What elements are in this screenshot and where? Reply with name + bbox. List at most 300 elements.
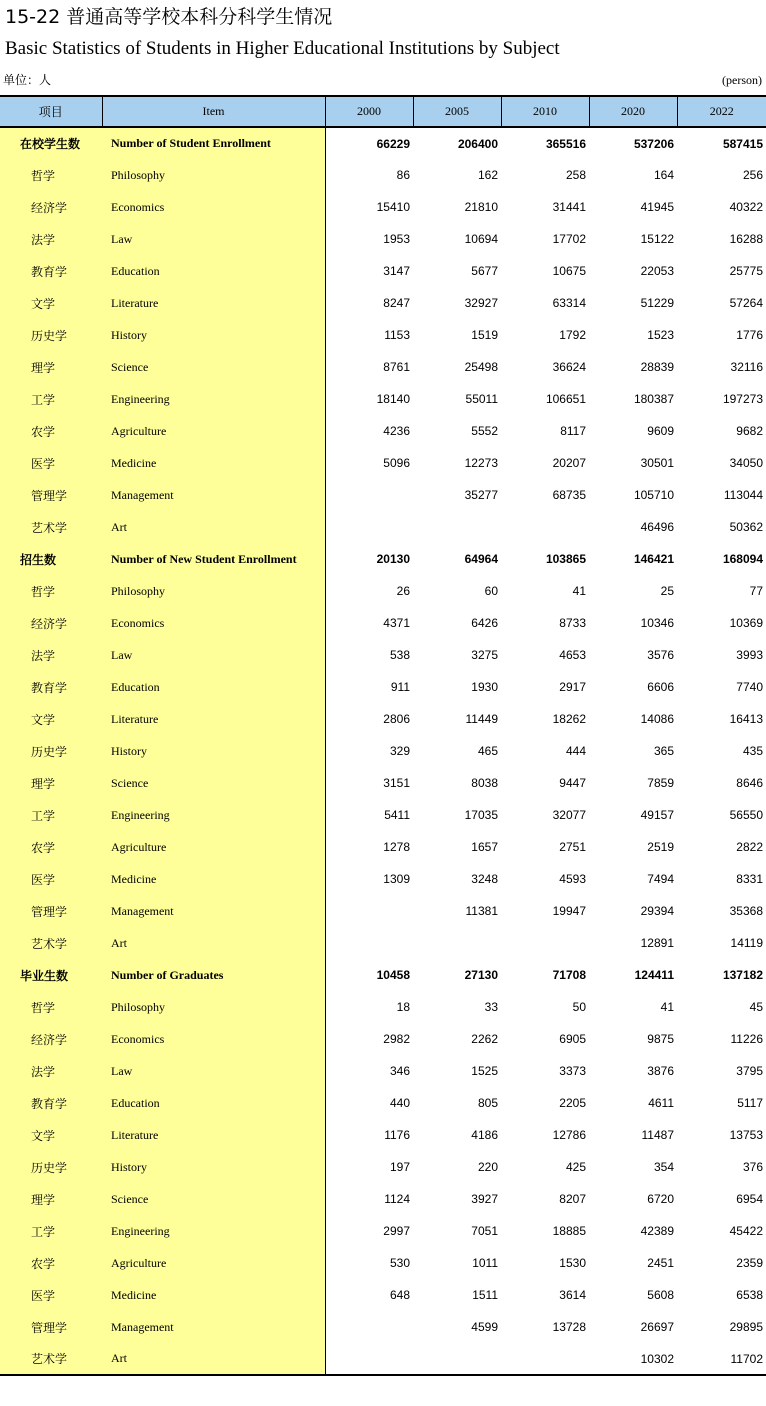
row-label-chinese: 经济学 <box>0 607 102 639</box>
value-cell-2010: 1792 <box>559 328 586 342</box>
table-row <box>0 1215 766 1247</box>
table-row <box>0 927 766 959</box>
value-cell-2010: 4653 <box>559 648 586 662</box>
value-cell-2022: 45422 <box>729 1224 763 1238</box>
table-row <box>0 575 766 607</box>
value-cell-2010: 19947 <box>552 904 586 918</box>
value-cell-2022: 168094 <box>722 552 763 566</box>
table-row <box>0 1343 766 1375</box>
value-cell-2022: 11226 <box>730 1032 763 1046</box>
row-label-chinese: 历史学 <box>0 319 102 351</box>
value-cell-2005: 1930 <box>471 680 498 694</box>
value-cell-2022: 113044 <box>723 488 763 502</box>
value-cell-2000: 5096 <box>383 456 410 470</box>
row-label-chinese: 经济学 <box>0 191 102 223</box>
value-cell-2010: 63314 <box>552 296 586 310</box>
value-cell-2022: 376 <box>742 1160 763 1174</box>
row-label-english: Law <box>102 1055 325 1087</box>
row-label-chinese: 教育学 <box>0 1087 102 1119</box>
row-label-english: Philosophy <box>102 575 325 607</box>
value-cell-2020: 12891 <box>640 936 674 950</box>
table-row <box>0 767 766 799</box>
row-label-chinese: 哲学 <box>0 159 102 191</box>
value-cell-2000: 2806 <box>383 712 410 726</box>
value-cell-2000: 3147 <box>383 264 410 278</box>
row-label-chinese: 理学 <box>0 351 102 383</box>
value-cell-2000: 4371 <box>383 616 410 630</box>
row-label-english: Engineering <box>102 1215 325 1247</box>
value-cell-2005: 3927 <box>471 1192 498 1206</box>
value-cell-2005: 4599 <box>471 1320 498 1334</box>
value-cell-2010: 41 <box>572 584 586 598</box>
table-row <box>0 223 766 255</box>
value-cell-2005: 60 <box>484 584 498 598</box>
value-cell-2020: 42389 <box>640 1224 674 1238</box>
value-cell-2010: 32077 <box>552 808 586 822</box>
unit-label-chinese: 单位：人 <box>3 73 52 87</box>
row-label-chinese: 哲学 <box>0 991 102 1023</box>
value-cell-2005: 11449 <box>465 712 498 726</box>
value-cell-2005: 5552 <box>471 424 498 438</box>
value-cell-2022: 13753 <box>729 1128 763 1142</box>
section-row <box>0 959 766 991</box>
row-label-chinese: 理学 <box>0 767 102 799</box>
value-cell-2022: 77 <box>749 584 763 598</box>
header-item-english: Item <box>102 96 325 127</box>
value-cell-2022: 2822 <box>736 840 763 854</box>
value-cell-2005: 10694 <box>464 232 498 246</box>
row-label-english: Number of Graduates <box>102 959 325 991</box>
header-year-2022: 2022 <box>677 96 766 127</box>
value-cell-2005: 206400 <box>457 136 498 151</box>
row-label-english: Economics <box>102 191 325 223</box>
value-cell-2005: 27130 <box>464 968 498 982</box>
statistics-table <box>0 95 766 1376</box>
row-label-chinese: 农学 <box>0 831 102 863</box>
value-cell-2010: 4593 <box>559 872 586 886</box>
table-row <box>0 415 766 447</box>
table-row <box>0 639 766 671</box>
value-cell-2020: 6720 <box>647 1192 674 1206</box>
row-label-english: Management <box>102 479 325 511</box>
value-cell-2022: 3993 <box>736 648 763 662</box>
row-label-chinese: 在校学生数 <box>0 127 102 159</box>
value-cell-2005: 33 <box>484 1000 498 1014</box>
row-label-english: Medicine <box>102 447 325 479</box>
table-row <box>0 799 766 831</box>
value-cell-2005: 1011 <box>472 1256 498 1270</box>
value-cell-2000: 911 <box>390 680 410 694</box>
table-row <box>0 991 766 1023</box>
row-label-chinese: 工学 <box>0 1215 102 1247</box>
value-cell-2005: 21810 <box>464 200 498 214</box>
value-cell-2020: 124411 <box>634 968 674 982</box>
value-cell-2020: 5608 <box>647 1288 674 1302</box>
value-cell-2005: 8038 <box>471 776 498 790</box>
row-label-english: Art <box>102 511 325 543</box>
value-cell-2000: 20130 <box>376 552 410 566</box>
page-title-english: Basic Statistics of Students in Higher Educational Institutions by Subject <box>5 38 560 59</box>
value-cell-2020: 46496 <box>640 520 674 534</box>
table-row <box>0 1087 766 1119</box>
row-label-english: Literature <box>102 287 325 319</box>
value-cell-2020: 164 <box>653 168 674 182</box>
value-cell-2010: 13728 <box>552 1320 586 1334</box>
value-cell-2010: 20207 <box>552 456 586 470</box>
row-label-chinese: 医学 <box>0 447 102 479</box>
value-cell-2005: 11381 <box>465 904 498 918</box>
row-label-english: Philosophy <box>102 991 325 1023</box>
value-cell-2020: 14086 <box>640 712 674 726</box>
table-row <box>0 607 766 639</box>
row-label-english: Education <box>102 1087 325 1119</box>
row-label-english: Literature <box>102 1119 325 1151</box>
table-row <box>0 191 766 223</box>
table-row <box>0 895 766 927</box>
value-cell-2020: 9875 <box>647 1032 674 1046</box>
row-label-english: Science <box>102 767 325 799</box>
value-cell-2000: 530 <box>389 1256 410 1270</box>
value-cell-2010: 36624 <box>552 360 586 374</box>
table-row <box>0 383 766 415</box>
value-cell-2000: 197 <box>389 1160 410 1174</box>
value-cell-2000 <box>325 1343 413 1375</box>
value-cell-2000: 1176 <box>384 1128 410 1142</box>
value-cell-2000: 1953 <box>383 232 410 246</box>
value-cell-2000 <box>325 1311 413 1343</box>
value-cell-2005: 3275 <box>471 648 498 662</box>
value-cell-2022: 137182 <box>722 968 763 982</box>
row-label-english: Economics <box>102 607 325 639</box>
value-cell-2010: 9447 <box>559 776 586 790</box>
row-label-chinese: 管理学 <box>0 895 102 927</box>
row-label-chinese: 历史学 <box>0 735 102 767</box>
row-label-english: Education <box>102 671 325 703</box>
row-label-chinese: 艺术学 <box>0 511 102 543</box>
value-cell-2010: 106651 <box>545 392 586 406</box>
value-cell-2005: 32927 <box>464 296 498 310</box>
value-cell-2000: 18140 <box>376 392 410 406</box>
value-cell-2020: 146421 <box>633 552 674 566</box>
value-cell-2022: 57264 <box>729 296 763 310</box>
value-cell-2005: 3248 <box>471 872 498 886</box>
value-cell-2020: 9609 <box>647 424 674 438</box>
value-cell-2005: 5677 <box>471 264 498 278</box>
value-cell-2000: 5411 <box>384 808 410 822</box>
table-row <box>0 671 766 703</box>
value-cell-2010: 8207 <box>559 1192 586 1206</box>
value-cell-2020: 10346 <box>640 616 674 630</box>
row-label-chinese: 法学 <box>0 1055 102 1087</box>
row-label-chinese: 历史学 <box>0 1151 102 1183</box>
value-cell-2000: 1153 <box>384 328 410 342</box>
row-label-english: Agriculture <box>102 415 325 447</box>
row-label-english: Literature <box>102 703 325 735</box>
value-cell-2022: 32116 <box>730 360 763 374</box>
value-cell-2020: 105710 <box>633 488 674 502</box>
value-cell-2020: 29394 <box>640 904 674 918</box>
row-label-english: Management <box>102 895 325 927</box>
row-label-english: Science <box>102 1183 325 1215</box>
value-cell-2005: 1657 <box>471 840 498 854</box>
unit-label-english: (person) <box>722 73 762 87</box>
row-label-english: Agriculture <box>102 831 325 863</box>
value-cell-2000 <box>325 927 413 959</box>
value-cell-2005: 55011 <box>465 392 498 406</box>
header-year-2000: 2000 <box>325 96 413 127</box>
row-label-english: Economics <box>102 1023 325 1055</box>
value-cell-2020: 6606 <box>647 680 674 694</box>
value-cell-2022: 197273 <box>722 392 763 406</box>
value-cell-2020: 7859 <box>647 776 674 790</box>
value-cell-2022: 16288 <box>729 232 763 246</box>
row-label-chinese: 管理学 <box>0 1311 102 1343</box>
value-cell-2022: 50362 <box>729 520 763 534</box>
row-label-english: Art <box>102 1343 325 1375</box>
row-label-english: Number of New Student Enrollment <box>102 543 325 575</box>
value-cell-2000: 4236 <box>383 424 410 438</box>
value-cell-2000: 26 <box>396 584 410 598</box>
section-row <box>0 127 766 159</box>
row-label-chinese: 毕业生数 <box>0 959 102 991</box>
value-cell-2000: 2982 <box>383 1032 410 1046</box>
value-cell-2022: 11702 <box>677 1343 766 1375</box>
value-cell-2010: 17702 <box>552 232 586 246</box>
value-cell-2020: 1523 <box>647 328 674 342</box>
row-label-english: Medicine <box>102 1279 325 1311</box>
value-cell-2022: 7740 <box>736 680 763 694</box>
value-cell-2000: 8761 <box>383 360 410 374</box>
value-cell-2010: 18885 <box>552 1224 586 1238</box>
header-year-2010: 2010 <box>501 96 589 127</box>
row-label-chinese: 工学 <box>0 383 102 415</box>
value-cell-2020: 41 <box>660 1000 674 1014</box>
value-cell-2020: 3576 <box>647 648 674 662</box>
value-cell-2022: 6954 <box>736 1192 763 1206</box>
value-cell-2010: 3373 <box>559 1064 586 1078</box>
table-row <box>0 287 766 319</box>
value-cell-2005: 4186 <box>471 1128 498 1142</box>
value-cell-2020: 4611 <box>648 1096 674 1110</box>
value-cell-2010: 444 <box>565 744 586 758</box>
value-cell-2005: 465 <box>477 744 498 758</box>
row-label-chinese: 艺术学 <box>0 1343 102 1375</box>
value-cell-2022: 435 <box>742 744 763 758</box>
header-item-chinese: 项目 <box>0 96 102 127</box>
row-label-english: Art <box>102 927 325 959</box>
row-label-chinese: 法学 <box>0 639 102 671</box>
row-label-english: Law <box>102 223 325 255</box>
value-cell-2005: 25498 <box>464 360 498 374</box>
row-label-english: History <box>102 319 325 351</box>
value-cell-2005: 1519 <box>471 328 498 342</box>
row-label-english: Law <box>102 639 325 671</box>
value-cell-2000: 329 <box>389 744 410 758</box>
section-row <box>0 543 766 575</box>
value-cell-2010: 2751 <box>559 840 586 854</box>
value-cell-2022: 10369 <box>729 616 763 630</box>
row-label-chinese: 教育学 <box>0 671 102 703</box>
row-label-english: Number of Student Enrollment <box>102 127 325 159</box>
value-cell-2010: 258 <box>565 168 586 182</box>
table-row <box>0 703 766 735</box>
value-cell-2005: 805 <box>477 1096 498 1110</box>
value-cell-2022: 8331 <box>736 872 763 886</box>
row-label-chinese: 农学 <box>0 1247 102 1279</box>
value-cell-2010: 12786 <box>552 1128 586 1142</box>
value-cell-2000: 538 <box>389 648 410 662</box>
header-year-2005: 2005 <box>413 96 501 127</box>
header-row <box>0 96 766 127</box>
value-cell-2005 <box>413 927 501 959</box>
table-row <box>0 479 766 511</box>
value-cell-2000: 15410 <box>376 200 410 214</box>
value-cell-2000: 10458 <box>376 968 410 982</box>
table-row <box>0 831 766 863</box>
value-cell-2010: 10675 <box>552 264 586 278</box>
table-body <box>0 127 766 1375</box>
value-cell-2022: 29895 <box>729 1320 763 1334</box>
table-row <box>0 511 766 543</box>
value-cell-2020: 26697 <box>640 1320 674 1334</box>
value-cell-2010: 365516 <box>545 136 586 151</box>
row-label-chinese: 法学 <box>0 223 102 255</box>
value-cell-2020: 11487 <box>641 1128 674 1142</box>
value-cell-2022: 35368 <box>729 904 763 918</box>
table-row <box>0 1055 766 1087</box>
value-cell-2005: 162 <box>477 168 498 182</box>
row-label-english: Management <box>102 1311 325 1343</box>
value-cell-2020: 30501 <box>640 456 674 470</box>
table-row <box>0 863 766 895</box>
value-cell-2005: 1525 <box>471 1064 498 1078</box>
value-cell-2010: 103865 <box>545 552 586 566</box>
value-cell-2022: 5117 <box>737 1096 763 1110</box>
row-label-english: Education <box>102 255 325 287</box>
row-label-chinese: 经济学 <box>0 1023 102 1055</box>
row-label-chinese: 哲学 <box>0 575 102 607</box>
row-label-english: Philosophy <box>102 159 325 191</box>
value-cell-2000 <box>325 511 413 543</box>
value-cell-2005: 1511 <box>472 1288 498 1302</box>
value-cell-2020: 3876 <box>647 1064 674 1078</box>
row-label-english: Engineering <box>102 383 325 415</box>
value-cell-2022: 6538 <box>736 1288 763 1302</box>
value-cell-2005: 12273 <box>464 456 498 470</box>
value-cell-2010: 425 <box>565 1160 586 1174</box>
value-cell-2010: 1530 <box>559 1256 586 1270</box>
value-cell-2020: 22053 <box>640 264 674 278</box>
value-cell-2022: 9682 <box>736 424 763 438</box>
value-cell-2005: 35277 <box>464 488 498 502</box>
table-row <box>0 255 766 287</box>
value-cell-2020: 537206 <box>633 136 674 151</box>
table-row <box>0 159 766 191</box>
value-cell-2022: 14119 <box>730 936 763 950</box>
row-label-chinese: 招生数 <box>0 543 102 575</box>
value-cell-2020: 2451 <box>647 1256 674 1270</box>
table-row <box>0 1151 766 1183</box>
table-row <box>0 1279 766 1311</box>
value-cell-2005: 6426 <box>471 616 498 630</box>
value-cell-2005: 2262 <box>471 1032 498 1046</box>
value-cell-2022: 45 <box>749 1000 763 1014</box>
value-cell-2000: 8247 <box>383 296 410 310</box>
row-label-english: History <box>102 735 325 767</box>
value-cell-2020: 2519 <box>647 840 674 854</box>
value-cell-2005 <box>413 511 501 543</box>
value-cell-2000 <box>325 895 413 927</box>
value-cell-2010: 18262 <box>552 712 586 726</box>
table-row <box>0 447 766 479</box>
row-label-chinese: 管理学 <box>0 479 102 511</box>
value-cell-2000: 648 <box>389 1288 410 1302</box>
value-cell-2000: 1309 <box>383 872 410 886</box>
row-label-chinese: 理学 <box>0 1183 102 1215</box>
value-cell-2000: 18 <box>396 1000 410 1014</box>
row-label-chinese: 教育学 <box>0 255 102 287</box>
value-cell-2010: 8117 <box>560 424 586 438</box>
value-cell-2000: 2997 <box>383 1224 410 1238</box>
table-row <box>0 735 766 767</box>
value-cell-2020: 25 <box>660 584 674 598</box>
value-cell-2000: 86 <box>396 168 410 182</box>
row-label-english: History <box>102 1151 325 1183</box>
table-row <box>0 319 766 351</box>
value-cell-2020: 28839 <box>640 360 674 374</box>
value-cell-2022: 1776 <box>736 328 763 342</box>
header-year-2020: 2020 <box>589 96 677 127</box>
value-cell-2022: 3795 <box>736 1064 763 1078</box>
value-cell-2020: 354 <box>653 1160 674 1174</box>
table-row <box>0 351 766 383</box>
value-cell-2022: 16413 <box>729 712 763 726</box>
value-cell-2000: 1278 <box>383 840 410 854</box>
value-cell-2020: 7494 <box>647 872 674 886</box>
value-cell-2010 <box>501 511 589 543</box>
value-cell-2010: 2917 <box>559 680 586 694</box>
value-cell-2000: 440 <box>389 1096 410 1110</box>
value-cell-2000: 346 <box>389 1064 410 1078</box>
row-label-chinese: 医学 <box>0 863 102 895</box>
page-title-chinese: 15-22 普通高等学校本科分科学生情况 <box>5 6 333 28</box>
value-cell-2005: 64964 <box>464 552 498 566</box>
value-cell-2010: 31441 <box>552 200 586 214</box>
value-cell-2005: 17035 <box>464 808 498 822</box>
value-cell-2010 <box>501 927 589 959</box>
value-cell-2020: 41945 <box>640 200 674 214</box>
value-cell-2010: 71708 <box>552 968 586 982</box>
row-label-english: Science <box>102 351 325 383</box>
value-cell-2000: 3151 <box>383 776 410 790</box>
table-row <box>0 1023 766 1055</box>
table-row <box>0 1183 766 1215</box>
row-label-chinese: 医学 <box>0 1279 102 1311</box>
table-row <box>0 1311 766 1343</box>
value-cell-2022: 40322 <box>729 200 763 214</box>
value-cell-2010: 6905 <box>559 1032 586 1046</box>
row-label-english: Engineering <box>102 799 325 831</box>
row-label-english: Medicine <box>102 863 325 895</box>
value-cell-2000 <box>325 479 413 511</box>
value-cell-2022: 2359 <box>736 1256 763 1270</box>
value-cell-2005: 220 <box>477 1160 498 1174</box>
value-cell-2020: 10302 <box>589 1343 677 1375</box>
value-cell-2020: 49157 <box>640 808 674 822</box>
value-cell-2022: 34050 <box>729 456 763 470</box>
row-label-chinese: 农学 <box>0 415 102 447</box>
value-cell-2010 <box>501 1343 589 1375</box>
